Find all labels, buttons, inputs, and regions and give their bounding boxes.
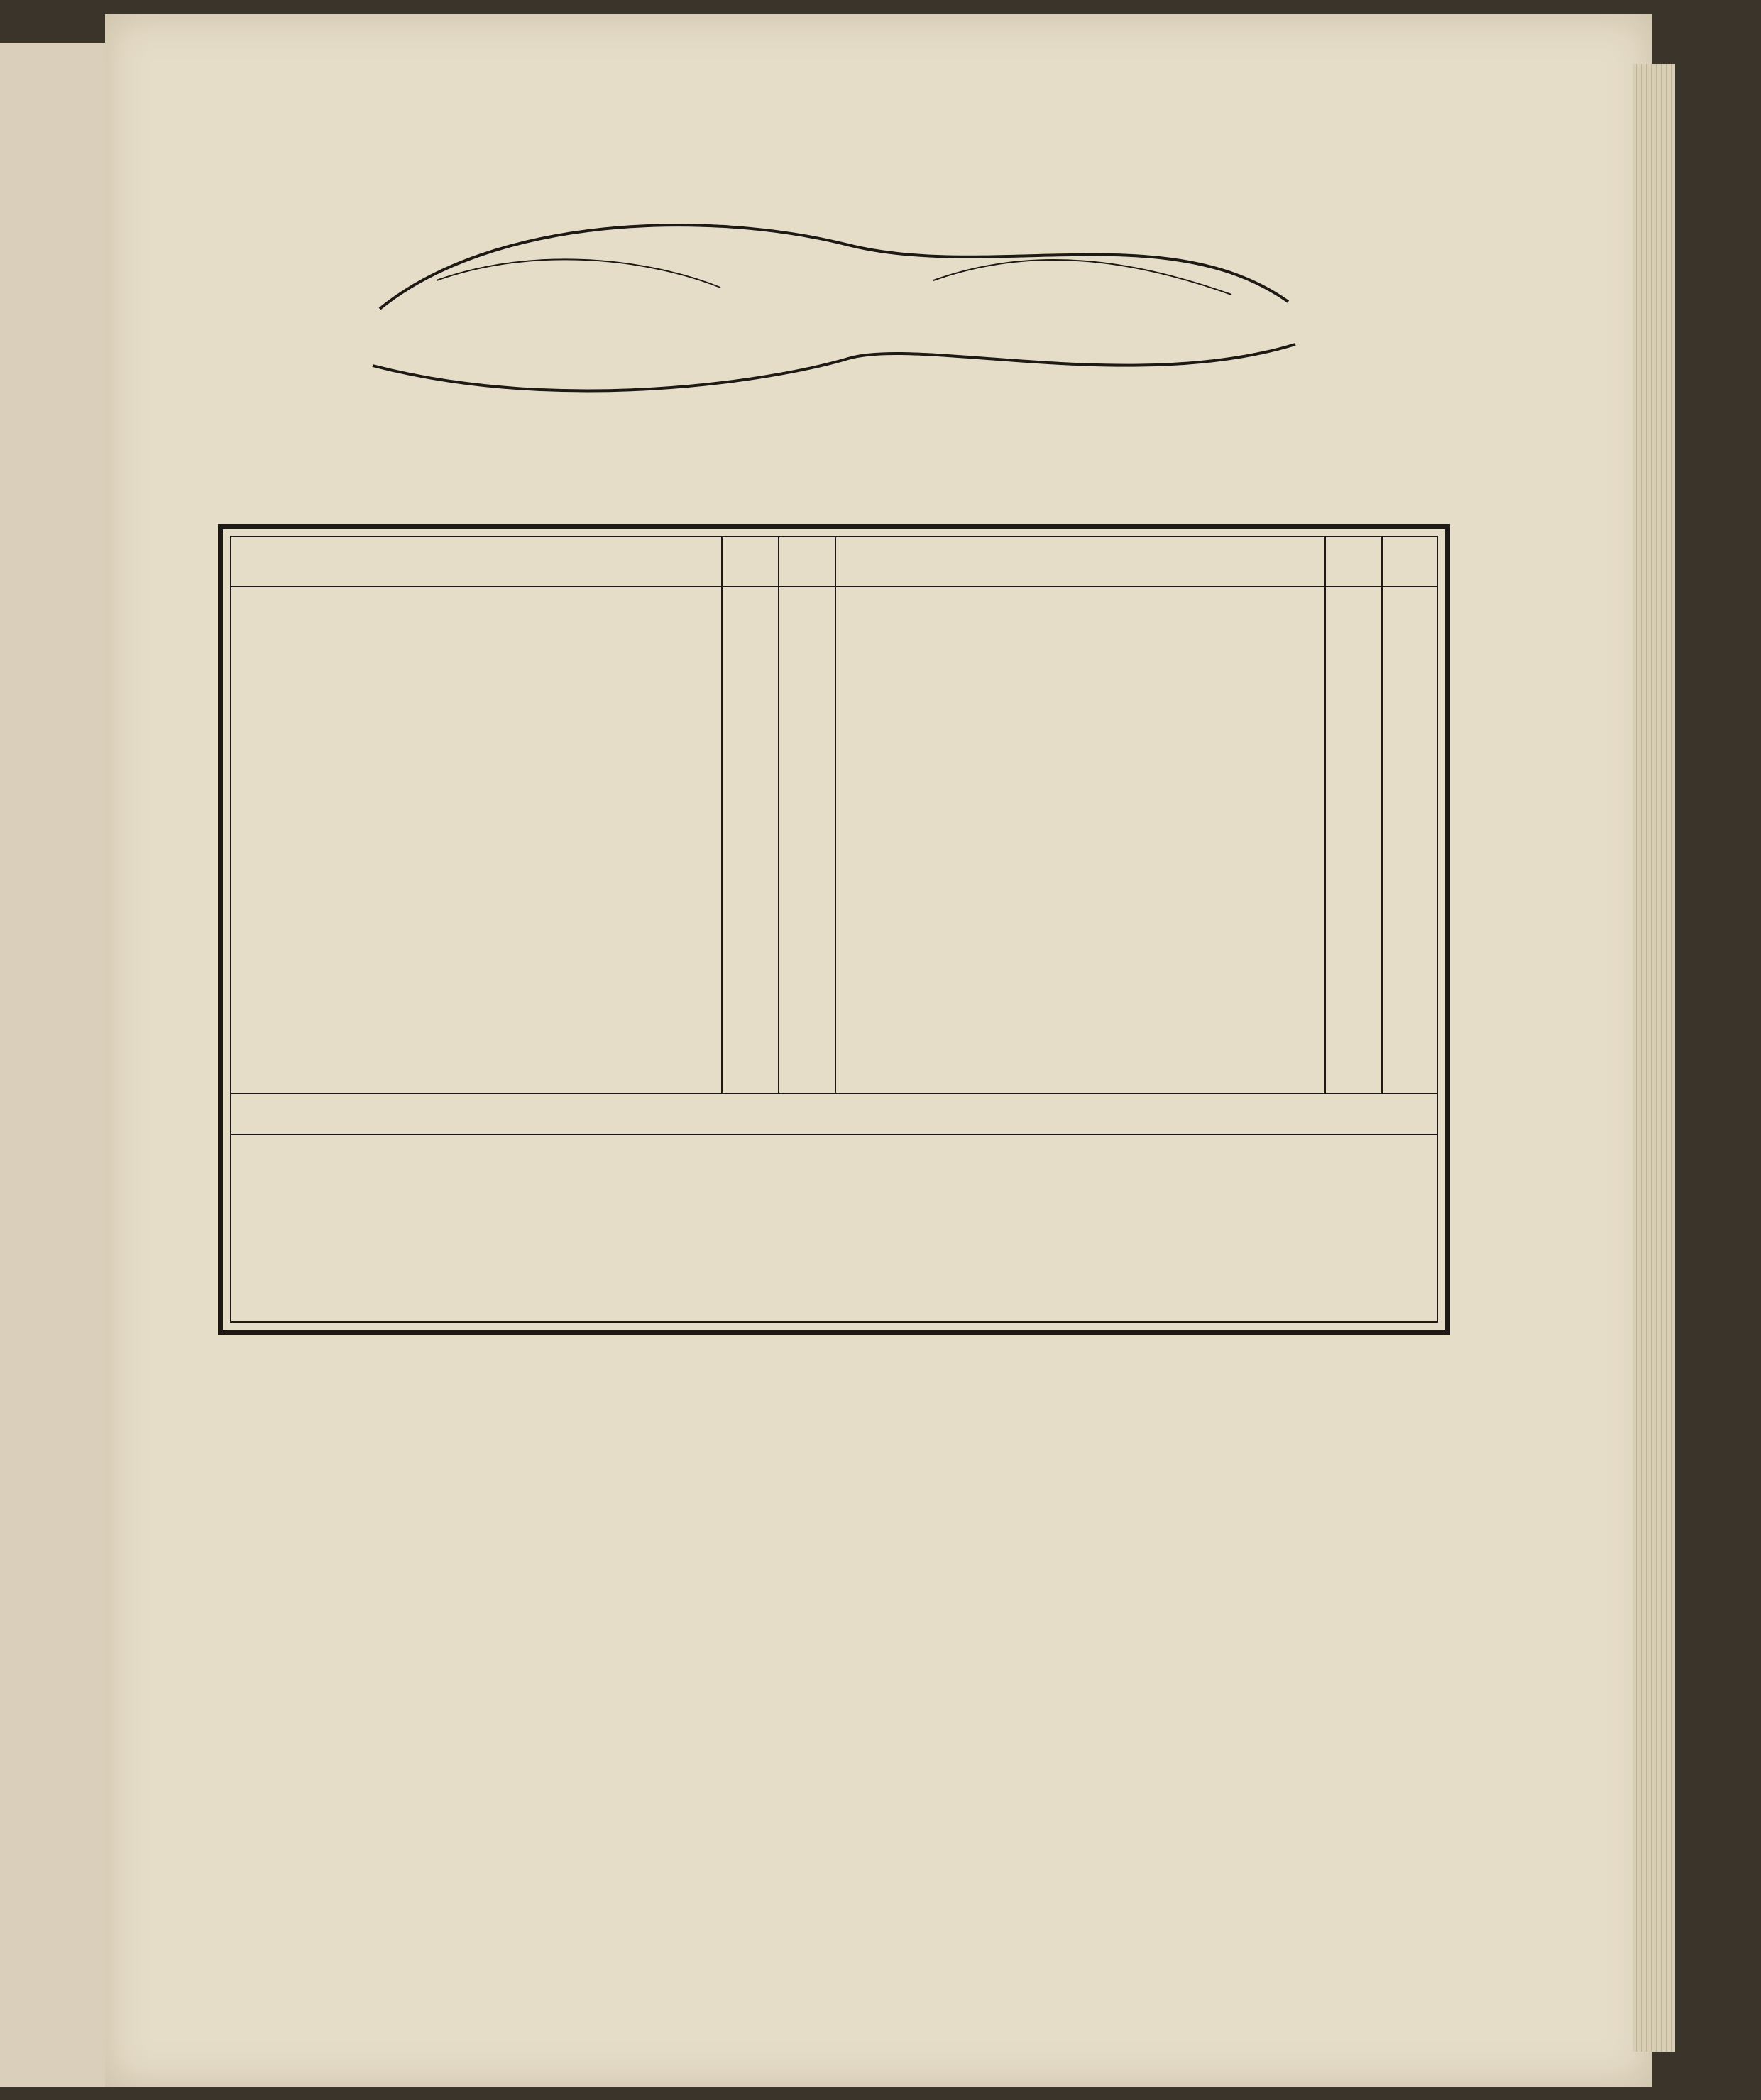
- header-row-line: [231, 586, 1437, 587]
- masthead-flourish: [351, 202, 1317, 415]
- center-divider: [835, 537, 836, 1093]
- price-table: [218, 524, 1450, 1335]
- fleisch-pf-divider: [778, 537, 779, 1093]
- page-stack-edge: [1633, 64, 1675, 2052]
- brod-pf-divider: [1381, 537, 1383, 1093]
- fleisch-kr-divider: [721, 537, 723, 1093]
- price-table-inner: [230, 536, 1438, 1323]
- masthead: [351, 202, 1317, 415]
- fleisch-note: [238, 1155, 324, 1560]
- fruchtpreise-divider: [231, 1093, 1437, 1094]
- left-page: [0, 43, 108, 2087]
- brod-kr-divider: [1324, 537, 1326, 1093]
- fruchtpreise-title-line: [231, 1134, 1437, 1135]
